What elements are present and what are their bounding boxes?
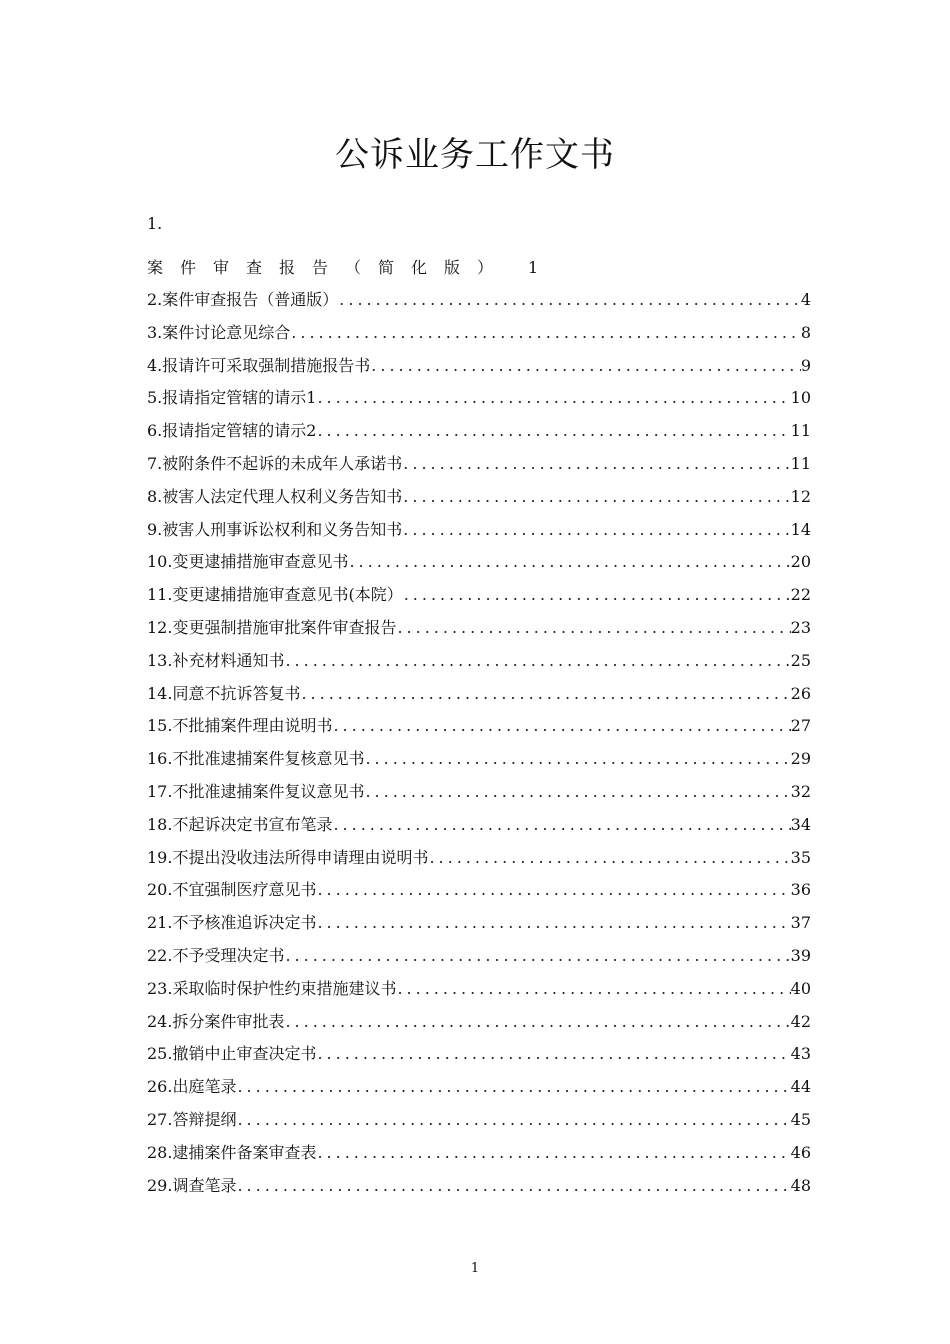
toc-entry-page: 22: [790, 585, 811, 605]
toc-dot-leader: [316, 382, 790, 415]
toc-entry-label: 16.不批准逮捕案件复核意见书: [147, 749, 365, 769]
toc-entry-label: 10.变更逮捕措施审查意见书: [147, 552, 349, 572]
toc-dot-leader: [316, 1038, 790, 1071]
toc-first-entry: [147, 256, 547, 280]
toc-dot-leader: [332, 809, 790, 842]
toc-entry[interactable]: [147, 546, 811, 579]
toc-entry-label: 7.被附条件不起诉的未成年人承诺书: [147, 453, 403, 473]
toc-dot-leader: [402, 481, 790, 514]
toc-entry[interactable]: [147, 481, 811, 514]
toc-entry[interactable]: [147, 382, 811, 415]
toc-entry[interactable]: [147, 1137, 811, 1170]
toc-dot-leader: [396, 973, 790, 1006]
toc-entry-label: 20.不宜强制医疗意见书: [147, 880, 317, 900]
toc-entry-page: 32: [790, 781, 811, 801]
toc-entry[interactable]: [147, 1104, 811, 1137]
toc-entry-page: 27: [790, 716, 811, 736]
toc-dot-leader: [348, 546, 790, 579]
toc-dot-leader: [402, 448, 790, 481]
toc-entry-label: 4.报请许可采取强制措施报告书: [147, 355, 371, 375]
toc-entry[interactable]: [147, 415, 811, 448]
toc-entry[interactable]: [147, 612, 811, 645]
toc-entry[interactable]: [147, 579, 811, 612]
toc-entry[interactable]: [147, 874, 811, 907]
toc-entry-label: 28.逮捕案件备案审查表: [147, 1142, 317, 1162]
toc-entry-page: 44: [790, 1077, 811, 1097]
toc-entry-page: 34: [790, 814, 811, 834]
toc-entry[interactable]: [147, 1170, 811, 1203]
toc-entry-page: 4: [800, 290, 811, 309]
toc-entry-label: 11.变更逮捕措施审查意见书(本院）: [147, 585, 403, 605]
toc-entry-label: 18.不起诉决定书宣布笔录: [147, 814, 333, 834]
toc-entry-page: 43: [790, 1044, 811, 1064]
toc-dot-leader: [364, 776, 790, 809]
toc-entry-label: 25.撤销中止审查决定书: [147, 1044, 317, 1064]
toc-entry[interactable]: [147, 710, 811, 743]
toc-entry[interactable]: [147, 317, 811, 350]
toc-dot-leader: [284, 940, 790, 973]
toc-entry[interactable]: [147, 678, 811, 711]
toc-entry[interactable]: [147, 350, 811, 383]
toc-dot-leader: [338, 284, 801, 317]
toc-dot-leader: [370, 350, 801, 383]
toc-entry-label: 2.案件审查报告（普通版）: [147, 290, 339, 309]
toc-entry-label: 29.调查笔录: [147, 1175, 237, 1195]
toc-entry[interactable]: [147, 907, 811, 940]
toc-entry-page: 9: [800, 355, 811, 375]
toc-entry[interactable]: [147, 1006, 811, 1039]
toc-dot-leader: [428, 842, 790, 875]
toc-dot-leader: [236, 1104, 790, 1137]
toc-dot-leader: [316, 415, 790, 448]
toc-entry-page: 26: [790, 683, 811, 703]
toc-entry-label: 8.被害人法定代理人权利义务告知书: [147, 486, 403, 506]
toc-entry[interactable]: [147, 776, 811, 809]
toc-dot-leader: [396, 612, 790, 645]
toc-first-label: 案件审查报告（简化版）: [147, 258, 511, 277]
footer-page-number: 1: [470, 1261, 480, 1276]
toc-dot-leader: [290, 317, 801, 350]
toc-first-page: 1: [528, 258, 539, 277]
toc-entry-label: 9.被害人刑事诉讼权利和义务告知书: [147, 519, 403, 539]
toc-entry-page: 14: [790, 519, 811, 539]
toc-entry-page: 36: [790, 880, 811, 900]
toc-dot-leader: [316, 907, 790, 940]
toc-dot-leader: [236, 1170, 790, 1203]
document-title: 公诉业务工作文书: [335, 135, 615, 175]
toc-entry-page: 45: [790, 1109, 811, 1129]
toc-dot-leader: [364, 743, 790, 776]
toc-entry-page: 25: [790, 650, 811, 670]
toc-entry-label: 14.同意不抗诉答复书: [147, 683, 301, 703]
toc-entry-page: 39: [790, 945, 811, 965]
toc-entry-label: 17.不批准逮捕案件复议意见书: [147, 781, 365, 801]
toc-entry[interactable]: [147, 940, 811, 973]
toc-dot-leader: [403, 579, 791, 612]
toc-entry-label: 21.不予核准追诉决定书: [147, 913, 317, 933]
toc-entry-page: 29: [790, 749, 811, 769]
toc-dot-leader: [332, 710, 790, 743]
toc-entry[interactable]: [147, 645, 811, 678]
toc-entry[interactable]: [147, 973, 811, 1006]
toc-entry-label: 15.不批捕案件理由说明书: [147, 716, 333, 736]
toc-entry[interactable]: [147, 514, 811, 547]
toc-entry-label: 26.出庭笔录: [147, 1077, 237, 1097]
toc-entry[interactable]: [147, 809, 811, 842]
toc-first-number: 1.: [147, 214, 163, 233]
toc-entry-page: 37: [790, 913, 811, 933]
toc-entry-page: 12: [790, 486, 811, 506]
toc-entry-label: 12.变更强制措施审批案件审查报告: [147, 617, 397, 637]
toc-dot-leader: [284, 645, 790, 678]
toc-entry-label: 3.案件讨论意见综合: [147, 322, 291, 342]
toc-dot-leader: [284, 1006, 790, 1039]
toc-entry-page: 10: [790, 388, 811, 408]
toc-entry[interactable]: [147, 743, 811, 776]
toc-entry-page: 40: [790, 978, 811, 998]
toc-entry-label: 5.报请指定管辖的请示1: [147, 388, 317, 408]
toc-entry-label: 13.补充材料通知书: [147, 650, 285, 670]
toc-entry[interactable]: [147, 284, 811, 317]
toc-entry[interactable]: [147, 842, 811, 875]
toc-entry[interactable]: [147, 448, 811, 481]
toc-entry-page: 46: [790, 1142, 811, 1162]
toc-entry[interactable]: [147, 1071, 811, 1104]
toc-entry-page: 35: [790, 847, 811, 867]
toc-entry-label: 24.拆分案件审批表: [147, 1011, 285, 1031]
toc-entry-label: 6.报请指定管辖的请示2: [147, 421, 317, 441]
toc-entry-page: 11: [790, 421, 811, 441]
toc-entry[interactable]: [147, 1038, 811, 1071]
toc-dot-leader: [236, 1071, 790, 1104]
toc-dot-leader: [300, 678, 790, 711]
toc-entry-page: 48: [790, 1175, 811, 1195]
toc-dot-leader: [316, 1137, 790, 1170]
toc-entry-label: 27.答辩提纲: [147, 1109, 237, 1129]
toc-entry-page: 42: [790, 1011, 811, 1031]
table-of-contents: [147, 284, 811, 1202]
toc-entry-page: 20: [790, 552, 811, 572]
toc-entry-label: 19.不提出没收违法所得申请理由说明书: [147, 847, 429, 867]
toc-entry-page: 11: [790, 453, 811, 473]
toc-entry-page: 23: [790, 617, 811, 637]
toc-dot-leader: [316, 874, 790, 907]
toc-dot-leader: [402, 514, 790, 547]
toc-entry-label: 23.采取临时保护性约束措施建议书: [147, 978, 397, 998]
toc-entry-label: 22.不予受理决定书: [147, 945, 285, 965]
toc-entry-page: 8: [800, 322, 811, 342]
